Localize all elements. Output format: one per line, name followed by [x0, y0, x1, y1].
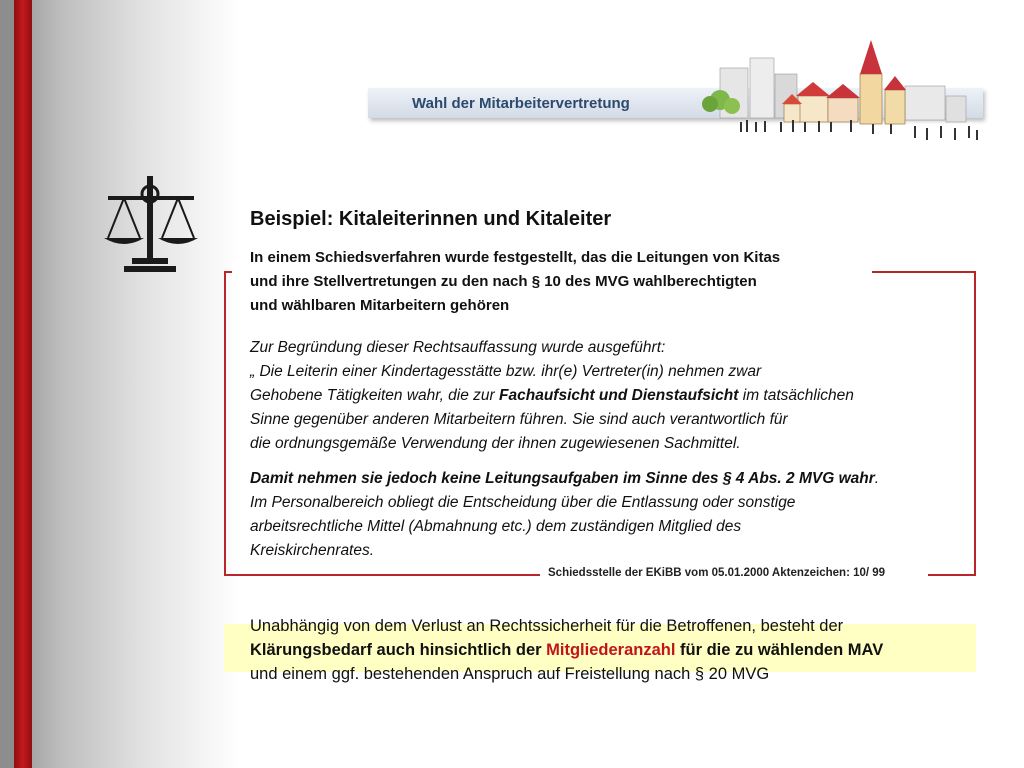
intro-line: In einem Schiedsverfahren wurde festgestellt, das die Leitungen von Kitas: [250, 249, 781, 266]
town-skyline-illustration: [700, 38, 985, 146]
bottom-line: [250, 638, 970, 662]
scales-of-justice-icon: [102, 174, 200, 278]
quote-text: .: [874, 470, 880, 487]
quote-emphasis: Fachaufsicht und Dienstaufsicht: [499, 387, 739, 404]
bottom-line: und einem ggf. bestehenden Anspruch auf Freistellung nach § 20 MVG: [250, 665, 770, 683]
header-title: Wahl der Mitarbeitervertretung: [412, 95, 630, 112]
quote-line: die ordnungsgemäße Verwendung der ihnen zugewiesenen Sachmittel.: [250, 435, 741, 452]
justification-quote: [250, 336, 970, 456]
conclusion-quote: [250, 467, 970, 563]
left-gray-stripe: [0, 0, 14, 768]
quote-line: Sinne gegenüber anderen Mitarbeitern führen. Sie sind auch verantwortlich für: [250, 411, 788, 428]
quote-line: Im Personalbereich obliegt die Entscheidung über die Entlassung oder sonstige: [250, 494, 796, 511]
quote-line: arbeitsrechtliche Mittel (Abmahnung etc.) dem zuständigen Mitglied des: [250, 518, 742, 535]
quote-line: [250, 467, 970, 491]
quote-line: „ Die Leiterin einer Kindertagesstätte bzw. ihr(e) Vertreter(in) nehmen zwar: [250, 363, 762, 380]
quote-line: [250, 384, 970, 408]
left-red-stripe: [14, 0, 32, 768]
quote-line: Kreiskirchenrates.: [250, 542, 375, 559]
quote-emphasis: Damit nehmen sie jedoch keine Leitungsaufgaben im Sinne des § 4 Abs. 2 MVG wahr: [250, 470, 875, 487]
member-count-emphasis: Mitgliederanzahl: [546, 641, 676, 659]
intro-paragraph: [250, 246, 890, 318]
quote-text: Gehobene Tätigkeiten wahr, die zur: [250, 387, 500, 404]
quote-line: Zur Begründung dieser Rechtsauffassung wurde ausgeführt:: [250, 339, 666, 356]
bottom-bold-text: Klärungsbedarf auch hinsichtlich der: [250, 641, 547, 659]
left-gradient-panel: [0, 0, 240, 768]
intro-line: und ihre Stellvertretungen zu den nach § 10 des MVG wahlberechtigten: [250, 273, 757, 290]
bottom-line: Unabhängig von dem Verlust an Rechtssicherheit für die Betroffenen, besteht der: [250, 617, 844, 635]
bottom-bold-text: für die zu wählenden MAV: [675, 641, 884, 659]
intro-line: und wählbaren Mitarbeitern gehören: [250, 297, 510, 314]
quote-text: im tatsächlichen: [738, 387, 854, 404]
bottom-paragraph: [250, 614, 970, 686]
section-heading: Beispiel: Kitaleiterinnen und Kitaleiter: [250, 208, 612, 230]
source-citation: Schiedsstelle der EKiBB vom 05.01.2000 Aktenzeichen: 10/ 99: [548, 567, 886, 579]
